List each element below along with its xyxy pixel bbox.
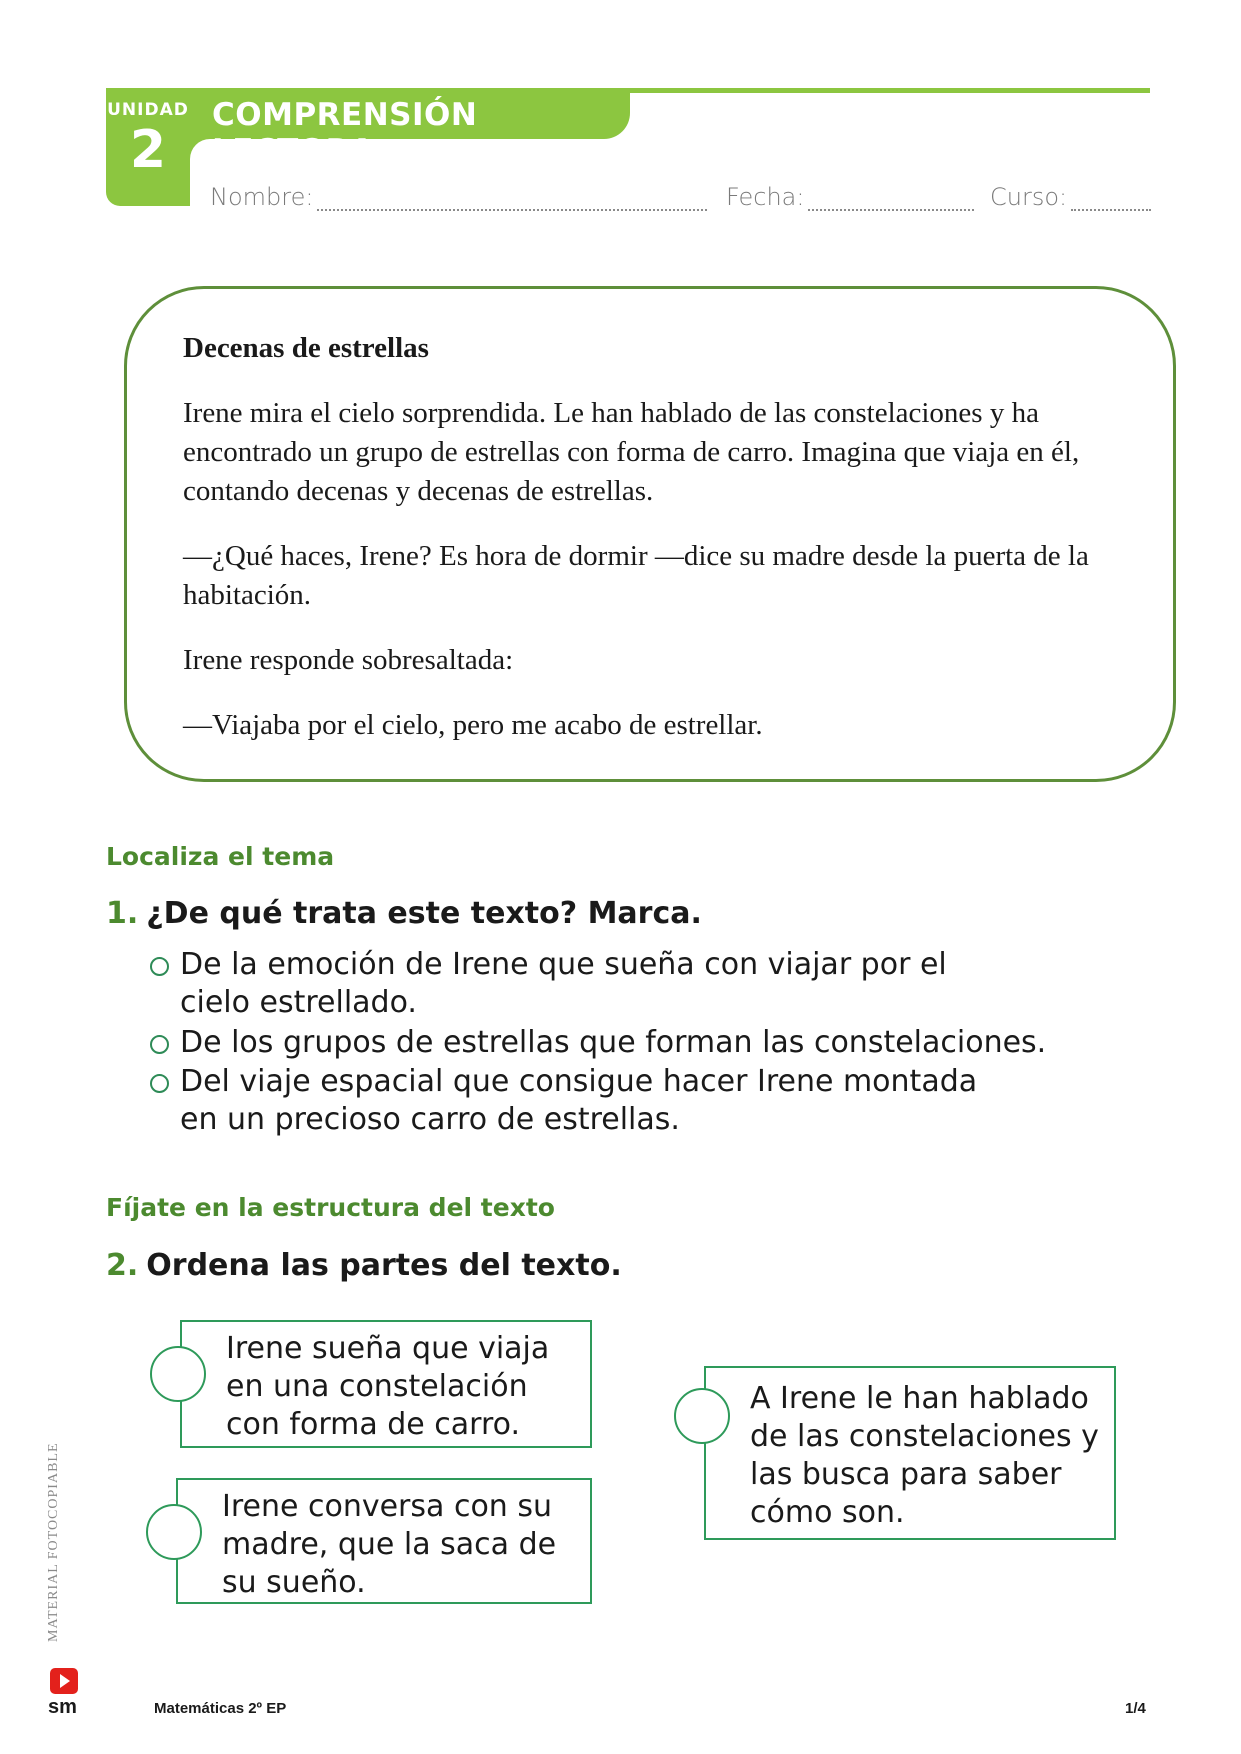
- radio-circle-icon[interactable]: [150, 1035, 169, 1054]
- course-field[interactable]: [990, 183, 1151, 211]
- sm-logo: sm: [48, 1696, 77, 1718]
- option-text: De los grupos de estrellas que forman las constelaciones.: [180, 1025, 1047, 1060]
- option-item[interactable]: [150, 946, 1050, 1022]
- option-text: Del viaje espacial que consigue hacer Irene montada en un precioso carro de estrellas.: [180, 1064, 978, 1137]
- reading-paragraph: Irene mira el cielo sorprendida. Le han hablado de las constelaciones y ha encontrado un grupo de estrellas con forma de carro. Imagina que viaja en él, contando decenas y decenas de estrellas.: [183, 397, 1080, 507]
- question-1: [106, 896, 702, 931]
- date-line[interactable]: [808, 187, 974, 211]
- unit-badge: [106, 88, 190, 206]
- question-number: 1.: [106, 896, 139, 931]
- name-line[interactable]: [317, 187, 707, 211]
- reading-paragraph: —¿Qué haces, Irene? Es hora de dormir —dice su madre desde la puerta de la habitación.: [183, 540, 1089, 611]
- option-item[interactable]: [150, 1024, 1150, 1062]
- name-field[interactable]: [210, 183, 707, 211]
- order-number-circle[interactable]: [150, 1346, 206, 1402]
- order-part-box: [176, 1478, 592, 1604]
- radio-circle-icon[interactable]: [150, 1074, 169, 1093]
- unit-label: UNIDAD: [107, 100, 189, 120]
- unit-number: 2: [129, 120, 167, 180]
- option-item[interactable]: [150, 1063, 1050, 1139]
- order-number-circle[interactable]: [674, 1388, 730, 1444]
- photocopiable-label: MATERIAL FOTOCOPIABLE: [46, 1442, 61, 1642]
- option-text: De la emoción de Irene que sueña con viajar por el cielo estrellado.: [180, 947, 947, 1020]
- order-part-text: A Irene le han hablado de las constelaciones y las busca para saber cómo son.: [750, 1381, 1099, 1530]
- reading-box: [124, 286, 1176, 782]
- radio-circle-icon[interactable]: [150, 957, 169, 976]
- course-line[interactable]: [1071, 187, 1151, 211]
- section-title-tab: [190, 93, 630, 169]
- order-number-circle[interactable]: [146, 1504, 202, 1560]
- reading-title: Decenas de estrellas: [183, 332, 429, 364]
- date-label: Fecha:: [726, 183, 805, 211]
- reading-paragraph: Irene responde sobresaltada:: [183, 644, 514, 676]
- sm-play-icon: [50, 1668, 78, 1694]
- reading-paragraph: —Viajaba por el cielo, pero me acabo de estrellar.: [183, 709, 763, 741]
- page-title: COMPRENSIÓN LECTORA: [212, 97, 478, 169]
- order-part-box: [704, 1366, 1116, 1540]
- section-heading-theme: Localiza el tema: [106, 842, 335, 871]
- order-part-text: Irene sueña que viaja en una constelación con forma de carro.: [226, 1331, 550, 1442]
- question-2: [106, 1248, 622, 1283]
- page-number: 1/4: [1125, 1700, 1146, 1717]
- order-part-box: [180, 1320, 592, 1448]
- course-label: Curso:: [990, 183, 1068, 211]
- name-label: Nombre:: [210, 183, 314, 211]
- question-text: ¿De qué trata este texto? Marca.: [146, 896, 702, 931]
- section-heading-structure: Fíjate en la estructura del texto: [106, 1193, 555, 1222]
- date-field[interactable]: [726, 183, 974, 211]
- question-text: Ordena las partes del texto.: [146, 1248, 622, 1283]
- student-fields: [210, 183, 1150, 213]
- title-tab-corner: [190, 139, 210, 159]
- footer-subject: Matemáticas 2º EP: [154, 1700, 287, 1717]
- question-number: 2.: [106, 1248, 139, 1283]
- order-part-text: Irene conversa con su madre, que la saca de su sueño.: [222, 1489, 557, 1600]
